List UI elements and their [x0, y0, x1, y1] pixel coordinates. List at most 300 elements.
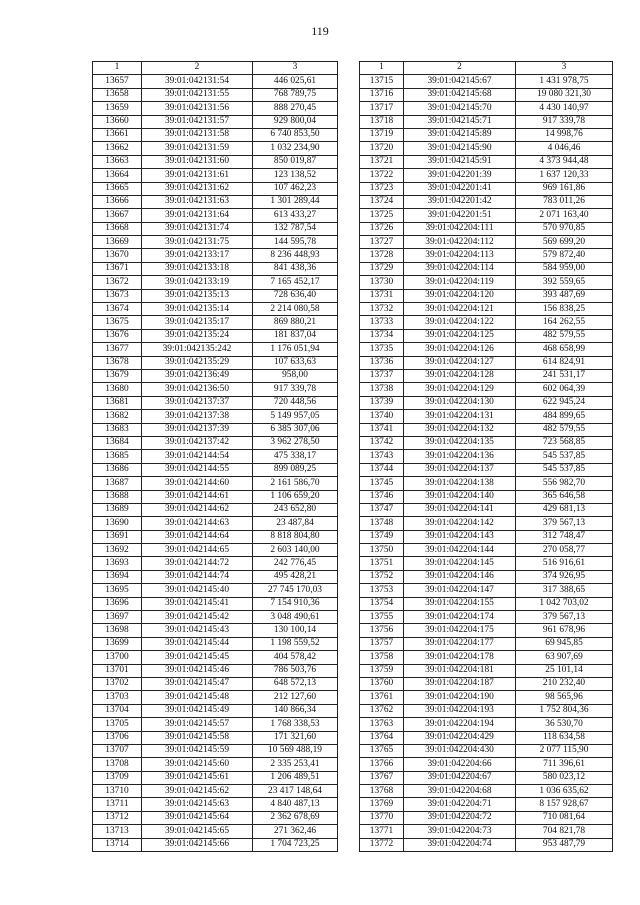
cadastral-number-cell: 39:01:042145:57: [142, 718, 253, 731]
cadastral-number-cell: 39:01:042204:430: [404, 744, 516, 757]
cadastral-number-cell: 39:01:042145:70: [404, 102, 516, 115]
table-row: [360, 169, 613, 182]
table-row: [93, 570, 338, 583]
cadastral-number-cell: 39:01:042144:64: [142, 530, 253, 543]
row-number-cell: 13719: [360, 128, 404, 141]
cadastral-number-cell: 39:01:042133:17: [142, 249, 253, 262]
row-number-cell: 13772: [360, 838, 404, 851]
cadastral-number-cell: 39:01:042144:62: [142, 503, 253, 516]
row-number-cell: 13671: [93, 262, 142, 275]
cadastral-number-cell: 39:01:042135:14: [142, 303, 253, 316]
value-cell: 570 970,85: [516, 222, 613, 235]
value-cell: 899 089,25: [253, 463, 338, 476]
row-number-cell: 13689: [93, 503, 142, 516]
cadastral-number-cell: 39:01:042145:59: [142, 744, 253, 757]
value-cell: 271 362,46: [253, 825, 338, 838]
row-number-cell: 13681: [93, 396, 142, 409]
value-cell: 171 321,60: [253, 731, 338, 744]
row-number-cell: 13746: [360, 490, 404, 503]
table-row: [360, 517, 613, 530]
row-number-cell: 13734: [360, 329, 404, 342]
table-row: [360, 664, 613, 677]
value-cell: 1 768 338,53: [253, 718, 338, 731]
row-number-cell: 13682: [93, 410, 142, 423]
table-row: [93, 262, 338, 275]
cadastral-number-cell: 39:01:042135:242: [142, 343, 253, 356]
row-number-cell: 13748: [360, 517, 404, 530]
table-row: [93, 544, 338, 557]
cadastral-number-cell: 39:01:042145:45: [142, 651, 253, 664]
table-row: [360, 329, 613, 342]
row-number-cell: 13697: [93, 611, 142, 624]
table-row: [93, 744, 338, 757]
row-number-cell: 13751: [360, 557, 404, 570]
value-cell: 704 821,78: [516, 825, 613, 838]
value-cell: 929 800,04: [253, 115, 338, 128]
table-row: [93, 209, 338, 222]
table-row: [360, 142, 613, 155]
cadastral-number-cell: 39:01:042204:66: [404, 758, 516, 771]
cadastral-number-cell: 39:01:042201:39: [404, 169, 516, 182]
value-cell: 210 232,40: [516, 677, 613, 690]
cadastral-number-cell: 39:01:042204:71: [404, 798, 516, 811]
table-row: [360, 490, 613, 503]
cadastral-number-cell: 39:01:042136:49: [142, 369, 253, 382]
table-row: [360, 557, 613, 570]
row-number-cell: 13765: [360, 744, 404, 757]
row-number-cell: 13710: [93, 785, 142, 798]
value-cell: 1 036 635,62: [516, 785, 613, 798]
cadastral-number-cell: 39:01:042144:54: [142, 450, 253, 463]
cadastral-number-cell: 39:01:042204:141: [404, 503, 516, 516]
cadastral-number-cell: 39:01:042135:13: [142, 289, 253, 302]
value-cell: 2 362 678,69: [253, 811, 338, 824]
cadastral-number-cell: 39:01:042204:122: [404, 316, 516, 329]
cadastral-number-cell: 39:01:042131:62: [142, 182, 253, 195]
table-row: [93, 303, 338, 316]
row-number-cell: 13725: [360, 209, 404, 222]
row-number-cell: 13709: [93, 771, 142, 784]
value-cell: 144 595,78: [253, 236, 338, 249]
table-row: [93, 597, 338, 610]
cadastral-number-cell: 39:01:042145:58: [142, 731, 253, 744]
table-row: [93, 142, 338, 155]
row-number-cell: 13754: [360, 597, 404, 610]
value-cell: 164 262,55: [516, 316, 613, 329]
cadastral-number-cell: 39:01:042131:74: [142, 222, 253, 235]
value-cell: 1 206 489,51: [253, 771, 338, 784]
row-number-cell: 13738: [360, 383, 404, 396]
table-row: [360, 262, 613, 275]
row-number-cell: 13691: [93, 530, 142, 543]
table-row: [360, 209, 613, 222]
cadastral-number-cell: 39:01:042135:24: [142, 329, 253, 342]
table-row: [93, 477, 338, 490]
cadastral-number-cell: 39:01:042204:181: [404, 664, 516, 677]
row-number-cell: 13684: [93, 436, 142, 449]
cadastral-number-cell: 39:01:042144:61: [142, 490, 253, 503]
table-row: [360, 128, 613, 141]
cadastral-number-cell: 39:01:042145:90: [404, 142, 516, 155]
row-number-cell: 13760: [360, 677, 404, 690]
cadastral-number-cell: 39:01:042145:46: [142, 664, 253, 677]
row-number-cell: 13762: [360, 704, 404, 717]
cadastral-number-cell: 39:01:042131:64: [142, 209, 253, 222]
row-number-cell: 13718: [360, 115, 404, 128]
value-cell: 317 388,65: [516, 584, 613, 597]
cadastral-number-cell: 39:01:042144:63: [142, 517, 253, 530]
value-cell: 63 907,69: [516, 651, 613, 664]
table-row: [93, 236, 338, 249]
value-cell: 243 652,80: [253, 503, 338, 516]
table-row: [93, 584, 338, 597]
table-row: [93, 102, 338, 115]
value-cell: 8 818 804,80: [253, 530, 338, 543]
cadastral-number-cell: 39:01:042144:72: [142, 557, 253, 570]
cadastral-number-cell: 39:01:042135:17: [142, 316, 253, 329]
cadastral-number-cell: 39:01:042204:138: [404, 477, 516, 490]
cadastral-number-cell: 39:01:042144:60: [142, 477, 253, 490]
value-cell: 242 776,45: [253, 557, 338, 570]
table-row: [360, 825, 613, 838]
row-number-cell: 13763: [360, 718, 404, 731]
value-cell: 869 880,21: [253, 316, 338, 329]
table-row: [360, 677, 613, 690]
cadastral-number-cell: 39:01:042204:113: [404, 249, 516, 262]
value-cell: 7 165 452,17: [253, 276, 338, 289]
value-cell: 1 198 559,52: [253, 637, 338, 650]
table-row: [93, 704, 338, 717]
value-cell: 545 537,85: [516, 463, 613, 476]
row-number-cell: 13711: [93, 798, 142, 811]
cadastral-number-cell: 39:01:042131:58: [142, 128, 253, 141]
table-row: [360, 115, 613, 128]
value-cell: 468 658,99: [516, 343, 613, 356]
cadastral-number-cell: 39:01:042131:55: [142, 88, 253, 101]
value-cell: 2 603 140,00: [253, 544, 338, 557]
cadastral-number-cell: 39:01:042204:177: [404, 637, 516, 650]
row-number-cell: 13685: [93, 450, 142, 463]
value-cell: 495 428,21: [253, 570, 338, 583]
value-cell: 720 448,56: [253, 396, 338, 409]
cadastral-number-cell: 39:01:042204:112: [404, 236, 516, 249]
value-cell: 1 301 289,44: [253, 195, 338, 208]
cadastral-number-cell: 39:01:042204:142: [404, 517, 516, 530]
table-row: [360, 182, 613, 195]
row-number-cell: 13742: [360, 436, 404, 449]
cadastral-number-cell: 39:01:042204:111: [404, 222, 516, 235]
table-row: [93, 490, 338, 503]
cadastral-number-cell: 39:01:042135:29: [142, 356, 253, 369]
cadastral-number-cell: 39:01:042204:125: [404, 329, 516, 342]
cadastral-number-cell: 39:01:042204:72: [404, 811, 516, 824]
row-number-cell: 13764: [360, 731, 404, 744]
cadastral-number-cell: 39:01:042133:18: [142, 262, 253, 275]
row-number-cell: 13672: [93, 276, 142, 289]
value-cell: 4 373 944,48: [516, 155, 613, 168]
value-cell: 69 945,85: [516, 637, 613, 650]
row-number-cell: 13753: [360, 584, 404, 597]
row-number-cell: 13679: [93, 369, 142, 382]
value-cell: 841 438,36: [253, 262, 338, 275]
table-row: [93, 651, 338, 664]
cadastral-number-cell: 39:01:042145:43: [142, 624, 253, 637]
row-number-cell: 13755: [360, 611, 404, 624]
cadastral-number-cell: 39:01:042204:175: [404, 624, 516, 637]
value-cell: 953 487,79: [516, 838, 613, 851]
value-cell: 6 385 307,06: [253, 423, 338, 436]
row-number-cell: 13693: [93, 557, 142, 570]
row-number-cell: 13740: [360, 410, 404, 423]
value-cell: 1 176 051,94: [253, 343, 338, 356]
row-number-cell: 13702: [93, 677, 142, 690]
value-cell: 917 339,78: [253, 383, 338, 396]
header-row: [93, 62, 338, 75]
row-number-cell: 13726: [360, 222, 404, 235]
cadastral-number-cell: 39:01:042204:190: [404, 691, 516, 704]
row-number-cell: 13696: [93, 597, 142, 610]
row-number-cell: 13722: [360, 169, 404, 182]
cadastral-number-cell: 39:01:042204:174: [404, 611, 516, 624]
table-row: [360, 624, 613, 637]
value-cell: 961 678,96: [516, 624, 613, 637]
cadastral-number-cell: 39:01:042145:64: [142, 811, 253, 824]
value-cell: 614 824,91: [516, 356, 613, 369]
table-row: [93, 691, 338, 704]
value-cell: 8 236 448,93: [253, 249, 338, 262]
right-table: [359, 61, 613, 852]
value-cell: 556 982,70: [516, 477, 613, 490]
value-cell: 374 926,95: [516, 570, 613, 583]
row-number-cell: 13704: [93, 704, 142, 717]
table-row: [93, 128, 338, 141]
cadastral-number-cell: 39:01:042145:89: [404, 128, 516, 141]
cadastral-number-cell: 39:01:042204:67: [404, 771, 516, 784]
value-cell: 14 998,76: [516, 128, 613, 141]
row-number-cell: 13658: [93, 88, 142, 101]
value-cell: 270 058,77: [516, 544, 613, 557]
table-row: [360, 303, 613, 316]
table-row: [360, 236, 613, 249]
value-cell: 132 787,54: [253, 222, 338, 235]
table-row: [360, 758, 613, 771]
table-row: [93, 436, 338, 449]
table-row: [360, 771, 613, 784]
cadastral-number-cell: 39:01:042136:50: [142, 383, 253, 396]
value-cell: 622 945,24: [516, 396, 613, 409]
column-header: 1: [360, 62, 404, 75]
table-row: [360, 597, 613, 610]
table-row: [360, 718, 613, 731]
table-row: [93, 222, 338, 235]
table-row: [360, 798, 613, 811]
row-number-cell: 13665: [93, 182, 142, 195]
table-row: [360, 383, 613, 396]
row-number-cell: 13747: [360, 503, 404, 516]
value-cell: 23 487,84: [253, 517, 338, 530]
cadastral-number-cell: 39:01:042145:40: [142, 584, 253, 597]
cadastral-number-cell: 39:01:042204:68: [404, 785, 516, 798]
row-number-cell: 13730: [360, 276, 404, 289]
row-number-cell: 13701: [93, 664, 142, 677]
cadastral-number-cell: 39:01:042137:39: [142, 423, 253, 436]
cadastral-number-cell: 39:01:042204:144: [404, 544, 516, 557]
row-number-cell: 13677: [93, 343, 142, 356]
value-cell: 123 138,52: [253, 169, 338, 182]
value-cell: 4 046,46: [516, 142, 613, 155]
value-cell: 602 064,39: [516, 383, 613, 396]
table-row: [360, 155, 613, 168]
table-row: [360, 222, 613, 235]
row-number-cell: 13761: [360, 691, 404, 704]
value-cell: 107 633,63: [253, 356, 338, 369]
table-row: [93, 557, 338, 570]
row-number-cell: 13712: [93, 811, 142, 824]
value-cell: 728 636,40: [253, 289, 338, 302]
left-table: [92, 61, 338, 852]
cadastral-number-cell: 39:01:042145:62: [142, 785, 253, 798]
value-cell: 711 396,61: [516, 758, 613, 771]
value-cell: 212 127,60: [253, 691, 338, 704]
row-number-cell: 13708: [93, 758, 142, 771]
column-header: 1: [93, 62, 142, 75]
cadastral-number-cell: 39:01:042204:128: [404, 369, 516, 382]
row-number-cell: 13769: [360, 798, 404, 811]
row-number-cell: 13680: [93, 383, 142, 396]
table-row: [360, 463, 613, 476]
value-cell: 613 433,27: [253, 209, 338, 222]
table-row: [93, 718, 338, 731]
value-cell: 1 032 234,90: [253, 142, 338, 155]
cadastral-number-cell: 39:01:042131:57: [142, 115, 253, 128]
table-row: [360, 289, 613, 302]
cadastral-number-cell: 39:01:042145:48: [142, 691, 253, 704]
table-row: [93, 182, 338, 195]
table-row: [93, 463, 338, 476]
value-cell: 475 338,17: [253, 450, 338, 463]
row-number-cell: 13659: [93, 102, 142, 115]
column-header: 3: [516, 62, 613, 75]
value-cell: 5 149 957,05: [253, 410, 338, 423]
row-number-cell: 13770: [360, 811, 404, 824]
table-row: [93, 169, 338, 182]
cadastral-number-cell: 39:01:042131:60: [142, 155, 253, 168]
row-number-cell: 13657: [93, 75, 142, 88]
value-cell: 2 161 586,70: [253, 477, 338, 490]
row-number-cell: 13741: [360, 423, 404, 436]
table-row: [360, 316, 613, 329]
row-number-cell: 13676: [93, 329, 142, 342]
value-cell: 23 417 148,64: [253, 785, 338, 798]
table-row: [93, 530, 338, 543]
row-number-cell: 13706: [93, 731, 142, 744]
row-number-cell: 13757: [360, 637, 404, 650]
value-cell: 429 681,13: [516, 503, 613, 516]
value-cell: 648 572,13: [253, 677, 338, 690]
value-cell: 768 789,75: [253, 88, 338, 101]
table-row: [93, 276, 338, 289]
column-header: 2: [404, 62, 516, 75]
cadastral-number-cell: 39:01:042204:429: [404, 731, 516, 744]
table-row: [360, 503, 613, 516]
cadastral-number-cell: 39:01:042204:73: [404, 825, 516, 838]
value-cell: 786 503,76: [253, 664, 338, 677]
row-number-cell: 13698: [93, 624, 142, 637]
table-row: [93, 155, 338, 168]
value-cell: 482 579,55: [516, 423, 613, 436]
cadastral-number-cell: 39:01:042204:143: [404, 530, 516, 543]
value-cell: 2 071 163,40: [516, 209, 613, 222]
row-number-cell: 13720: [360, 142, 404, 155]
table-row: [360, 744, 613, 757]
value-cell: 27 745 170,03: [253, 584, 338, 597]
row-number-cell: 13668: [93, 222, 142, 235]
table-row: [93, 195, 338, 208]
cadastral-number-cell: 39:01:042145:49: [142, 704, 253, 717]
row-number-cell: 13727: [360, 236, 404, 249]
cadastral-number-cell: 39:01:042204:119: [404, 276, 516, 289]
table-row: [360, 423, 613, 436]
value-cell: 118 634,58: [516, 731, 613, 744]
cadastral-number-cell: 39:01:042204:137: [404, 463, 516, 476]
table-row: [93, 343, 338, 356]
value-cell: 1 106 659,20: [253, 490, 338, 503]
cadastral-number-cell: 39:01:042145:67: [404, 75, 516, 88]
cadastral-number-cell: 39:01:042145:65: [142, 825, 253, 838]
row-number-cell: 13714: [93, 838, 142, 851]
table-row: [93, 503, 338, 516]
table-row: [93, 677, 338, 690]
row-number-cell: 13694: [93, 570, 142, 583]
table-row: [360, 249, 613, 262]
cadastral-number-cell: 39:01:042144:55: [142, 463, 253, 476]
value-cell: 2 077 115,90: [516, 744, 613, 757]
row-number-cell: 13666: [93, 195, 142, 208]
cadastral-number-cell: 39:01:042133:19: [142, 276, 253, 289]
cadastral-number-cell: 39:01:042137:42: [142, 436, 253, 449]
table-row: [360, 731, 613, 744]
cadastral-number-cell: 39:01:042145:71: [404, 115, 516, 128]
row-number-cell: 13715: [360, 75, 404, 88]
cadastral-number-cell: 39:01:042204:187: [404, 677, 516, 690]
row-number-cell: 13683: [93, 423, 142, 436]
value-cell: 3 048 490,61: [253, 611, 338, 624]
value-cell: 19 080 321,30: [516, 88, 613, 101]
row-number-cell: 13674: [93, 303, 142, 316]
cadastral-number-cell: 39:01:042204:130: [404, 396, 516, 409]
value-cell: 3 962 278,50: [253, 436, 338, 449]
cadastral-number-cell: 39:01:042204:193: [404, 704, 516, 717]
cadastral-number-cell: 39:01:042204:135: [404, 436, 516, 449]
cadastral-number-cell: 39:01:042145:91: [404, 155, 516, 168]
row-number-cell: 13695: [93, 584, 142, 597]
cadastral-number-cell: 39:01:042145:47: [142, 677, 253, 690]
row-number-cell: 13713: [93, 825, 142, 838]
row-number-cell: 13728: [360, 249, 404, 262]
cadastral-number-cell: 39:01:042145:68: [404, 88, 516, 101]
row-number-cell: 13723: [360, 182, 404, 195]
table-row: [360, 396, 613, 409]
value-cell: 25 101,14: [516, 664, 613, 677]
cadastral-number-cell: 39:01:042204:155: [404, 597, 516, 610]
cadastral-number-cell: 39:01:042131:59: [142, 142, 253, 155]
value-cell: 850 019,87: [253, 155, 338, 168]
row-number-cell: 13743: [360, 450, 404, 463]
row-number-cell: 13705: [93, 718, 142, 731]
table-row: [93, 356, 338, 369]
row-number-cell: 13732: [360, 303, 404, 316]
table-row: [360, 691, 613, 704]
